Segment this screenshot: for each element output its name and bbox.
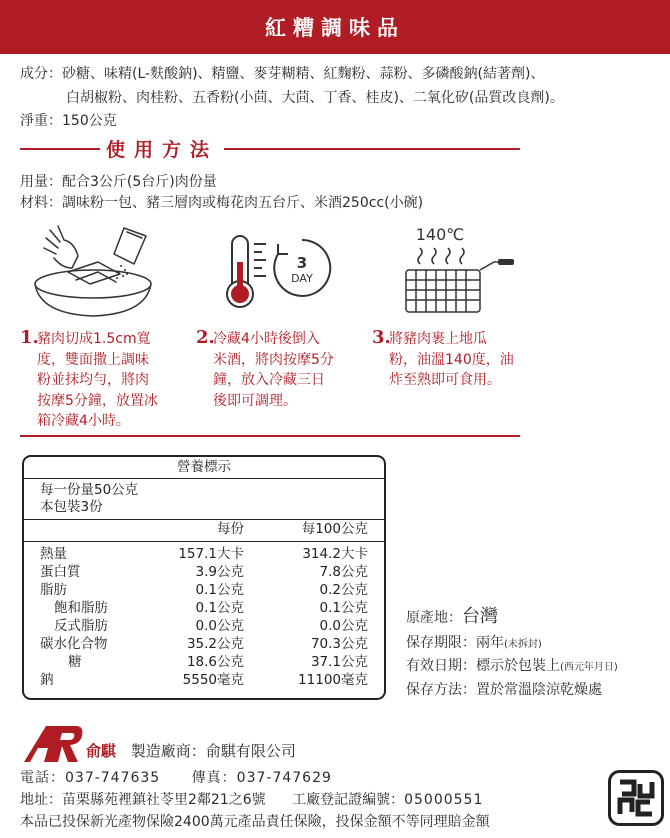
nutrient-per-serving: 35.2公克: [186, 636, 244, 652]
insurance-note: [20, 812, 490, 832]
usage-material-label: 材料：: [20, 195, 62, 211]
nutrition-facts-table: [22, 455, 386, 700]
product-title-banner: [0, 0, 670, 54]
three-day-clock-icon: [270, 236, 334, 300]
nutrient-name: 脂肪: [40, 582, 67, 598]
nutrient-name: 蛋白質: [40, 564, 81, 580]
net-weight-value: 150公克: [62, 113, 117, 129]
storage-method: [406, 680, 602, 700]
nutrient-per-serving: 157.1大卡: [178, 546, 244, 562]
step-3-line: 炸至熟即可食用。: [389, 372, 501, 388]
nutrient-per-100g: 0.0公克: [319, 618, 368, 634]
shelf-life-note: (未拆封): [504, 639, 542, 650]
nutrient-per-serving: 18.6公克: [186, 654, 244, 670]
nutrient-name: 鈉: [40, 672, 54, 688]
table-divider: [24, 478, 384, 479]
product-title: 紅糟調味品: [265, 15, 405, 40]
table-row: [24, 582, 384, 599]
nutrient-per-serving: 0.1公克: [195, 582, 244, 598]
table-divider: [24, 541, 384, 542]
step-1-line: 度，雙面撒上調味: [37, 351, 149, 368]
expiry-note: (西元年月日): [560, 662, 618, 673]
shelf-life-value: 兩年: [476, 635, 504, 651]
step-2: [196, 327, 356, 409]
origin-value: 台灣: [462, 606, 498, 627]
step-1-line: 箱冷藏4小時。: [37, 413, 130, 429]
nutrient-per-serving: 5550毫克: [182, 672, 244, 688]
step-1-line: 按摩5分鐘，放置冰: [37, 392, 158, 409]
fax-value: 037-747629: [236, 770, 332, 786]
phone-label: 電話：: [20, 770, 65, 786]
usage-amount: [20, 172, 217, 192]
usage-material: [20, 193, 423, 213]
nutrient-per-100g: 7.8公克: [319, 564, 368, 580]
storage-value: 置於常溫陰涼乾燥處: [476, 682, 602, 698]
step-2-line: 後即可調理。: [213, 392, 297, 409]
nutrient-name: 碳水化合物: [40, 636, 108, 652]
step-3-line: 將豬肉裹上地瓜: [389, 331, 487, 347]
thermometer-icon: [222, 232, 272, 312]
table-row: [24, 672, 384, 689]
recycling-icon: [608, 770, 664, 826]
expiry-value: 標示於包裝上: [476, 658, 560, 674]
nutrient-per-100g: 70.3公克: [310, 636, 368, 652]
nutrient-name: 飽和脂肪: [54, 600, 108, 616]
manufacturer: [86, 741, 296, 761]
nutrient-per-serving: 0.0公克: [195, 618, 244, 634]
col-per-serving: 每份: [217, 521, 244, 537]
col-per-100g: 每100公克: [301, 521, 368, 537]
nutrition-title: 營養標示: [177, 459, 231, 475]
origin-info: [406, 607, 498, 628]
table-row: [24, 618, 384, 635]
step-3-number: 3.: [372, 327, 391, 348]
nutrient-per-serving: 3.9公克: [195, 564, 244, 580]
net-weight-label: 淨重：: [20, 113, 62, 129]
step-1: [20, 327, 180, 429]
section-divider: [20, 435, 520, 437]
net-weight: [20, 111, 117, 131]
nutrient-per-100g: 37.1公克: [310, 654, 368, 670]
deep-fryer-icon: [398, 224, 518, 316]
storage-label: 保存方法：: [406, 682, 476, 698]
table-row: [24, 546, 384, 563]
seasoning-bowl-icon: [28, 222, 158, 320]
step-3-text: [389, 329, 539, 391]
usage-amount-label: 用量：: [20, 174, 62, 190]
factory-reg-label: 工廠登記證編號：: [292, 792, 405, 808]
ingredients-text-2: 白胡椒粉、肉桂粉、五香粉(小茴、大茴、丁香、桂皮)、二氧化矽(品質改良劑)。: [66, 90, 564, 106]
serving-size-row: [24, 482, 384, 499]
manufacturer-label: 製造廠商：: [130, 742, 206, 760]
table-row: [24, 636, 384, 653]
expiry-date: [406, 656, 618, 678]
fax-label: 傳真：: [191, 770, 237, 786]
nutrient-per-serving: 0.1公克: [195, 600, 244, 616]
day-number: 3: [296, 254, 308, 272]
nutrient-per-100g: 0.1公克: [319, 600, 368, 616]
nutrient-per-100g: 11100毫克: [298, 672, 368, 688]
table-row: [24, 564, 384, 581]
nutrient-name: 糖: [68, 654, 82, 670]
table-row: [24, 654, 384, 671]
expiry-label: 有效日期：: [406, 658, 476, 674]
shelf-life: [406, 633, 542, 655]
usage-amount-value: 配合3公斤(5台斤)肉份量: [62, 174, 217, 190]
origin-label: 原產地：: [406, 610, 462, 626]
ingredients-line-1: [20, 64, 544, 84]
nutrient-per-100g: 314.2大卡: [302, 546, 368, 562]
shelf-life-label: 保存期限：: [406, 635, 476, 651]
step-1-text: [37, 329, 187, 432]
servings-per-pack: 本包裝3份: [40, 499, 103, 515]
address-value: 苗栗縣苑裡鎮社苓里2鄰21之6號: [62, 792, 266, 808]
manufacturer-value: 俞騏有限公司: [205, 742, 296, 760]
address-label: 地址：: [20, 792, 62, 808]
brand-name: 俞騏: [86, 742, 117, 760]
fry-temperature: 140℃: [415, 225, 465, 244]
insurance-text: 本品已投保新光產物保險2400萬元產品責任保險，投保金額不等同理賠金額: [20, 814, 490, 830]
step-1-number: 1.: [20, 327, 39, 348]
contact-phone-fax: [20, 768, 332, 788]
serving-size: 每一份量50公克: [40, 482, 139, 498]
factory-reg-value: 05000551: [404, 792, 484, 808]
step-2-text: [213, 329, 363, 411]
phone-value: 037-747635: [65, 770, 161, 786]
nutrition-column-header: [24, 521, 384, 538]
step-1-line: 豬肉切成1.5cm寬: [37, 331, 151, 347]
ingredients-text-1: 砂糖、味精(L-麩酸鈉)、精鹽、麥芽糊精、紅麴粉、蒜粉、多磷酸鈉(結著劑)、: [62, 66, 545, 82]
step-2-number: 2.: [196, 327, 215, 348]
address-and-factory: [20, 790, 483, 810]
nutrient-name: 熱量: [40, 546, 67, 562]
step-3: [372, 327, 532, 388]
ingredients-line-2: [66, 88, 564, 108]
table-row: [24, 600, 384, 617]
section-divider: [20, 148, 520, 150]
usage-section-title: 使用方法: [100, 139, 224, 161]
table-divider: [24, 519, 384, 520]
usage-material-value: 調味粉一包、豬三層肉或梅花肉五台斤、米酒250cc(小碗): [62, 195, 424, 211]
day-label: DAY: [291, 272, 313, 285]
step-2-line: 米酒，將肉按摩5分: [213, 351, 334, 368]
nutrition-title-row: [24, 459, 384, 476]
servings-per-pack-row: [24, 499, 384, 516]
step-2-line: 冷藏4小時後倒入: [213, 331, 320, 347]
brand-logo-icon: [22, 724, 84, 764]
nutrient-per-100g: 0.2公克: [319, 582, 368, 598]
step-1-line: 粉並抹均勻，將肉: [37, 372, 149, 388]
step-2-line: 鐘，放入冷藏三日: [213, 372, 325, 388]
nutrient-name: 反式脂肪: [54, 618, 108, 634]
ingredients-label: 成分：: [20, 66, 62, 82]
usage-section-heading: [100, 135, 224, 162]
step-3-line: 粉，油溫140度，油: [389, 351, 514, 368]
